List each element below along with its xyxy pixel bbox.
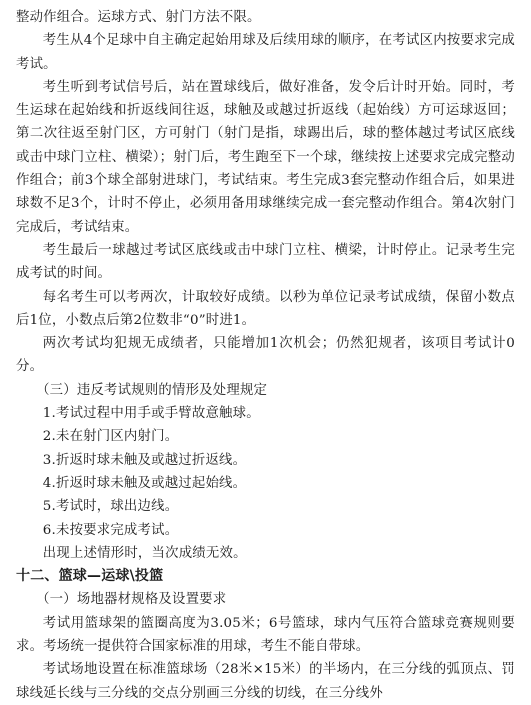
paragraph: 每名考生可以考两次，计取较好成绩。以秒为单位记录考试成绩，保留小数点后1位，小数点后第2位数非“0”时进1。 [16, 289, 515, 328]
paragraph: 考试用篮球架的篮圈高度为3.05米；6号篮球，球内气压符合篮球竞赛规则要求。考场统一提供符合国家标准的用球，考生不能自带球。 [16, 615, 515, 655]
list-item: 5.考试时，球出边线。 [42, 499, 179, 515]
section-title-basketball: 十二、篮球—运球\投篮 [16, 568, 164, 585]
sub-heading-equipment: （一）场地器材规格及设置要求 [36, 592, 227, 608]
list-item: 4.折返时球未触及或越过起始线。 [42, 475, 247, 491]
paragraph: 考生从4个足球中自主确定起始用球及后续用球的顺序，在考试区内按要求完成考试。 [16, 33, 515, 72]
list-item: 1.考试过程中用手或手臂故意触球。 [42, 406, 260, 422]
paragraph: 考生最后一球越过考试区底线或击中球门立柱、横梁，计时停止。记录考生完成考试的时间。 [16, 242, 515, 282]
list-item: 2.未在射门区内射门。 [42, 429, 179, 445]
paragraph: 整动作组合。运球方式、射门方法不限。 [16, 10, 261, 25]
violations-note: 出现上述情形时，当次成绩无效。 [42, 545, 247, 561]
paragraph: 考试场地设置在标准篮球场（28米×15米）的半场内，在三分线的弧顶点、罚球线延长线与三分线的交点分别画三分线的切线，在三分线外 [16, 662, 515, 701]
list-item: 3.折返时球未触及或越过折返线。 [42, 452, 247, 468]
paragraph: 考生听到考试信号后，站在置球线后，做好准备，发令后计时开始。同时，考生运球在起始线和折返线间往返，球触及或越过折返线（起始线）方可运球返回；第二次往返至射门区，方可射门（射门是指，球踢出后，球的整体越过考试区底线或击中球门立柱、横梁）；射门后，考生跑至下一个球，继续按上述要求完成完整动作组合；前3个球全部射进球门，考试结束。考生完成3套完整动作组合后，如果进球数不足3个，计时不停止，必须用备用球继续完成一套完整动作组合。第4次射门完成后，考试结束。 [16, 79, 515, 235]
list-item: 6.未按要求完成考试。 [42, 522, 179, 538]
paragraph: 两次考试均犯规无成绩者，只能增加1次机会；仍然犯规者，该项目考试计0分。 [16, 336, 515, 375]
section-heading-violations: （三）违反考试规则的情形及处理规定 [36, 382, 268, 398]
